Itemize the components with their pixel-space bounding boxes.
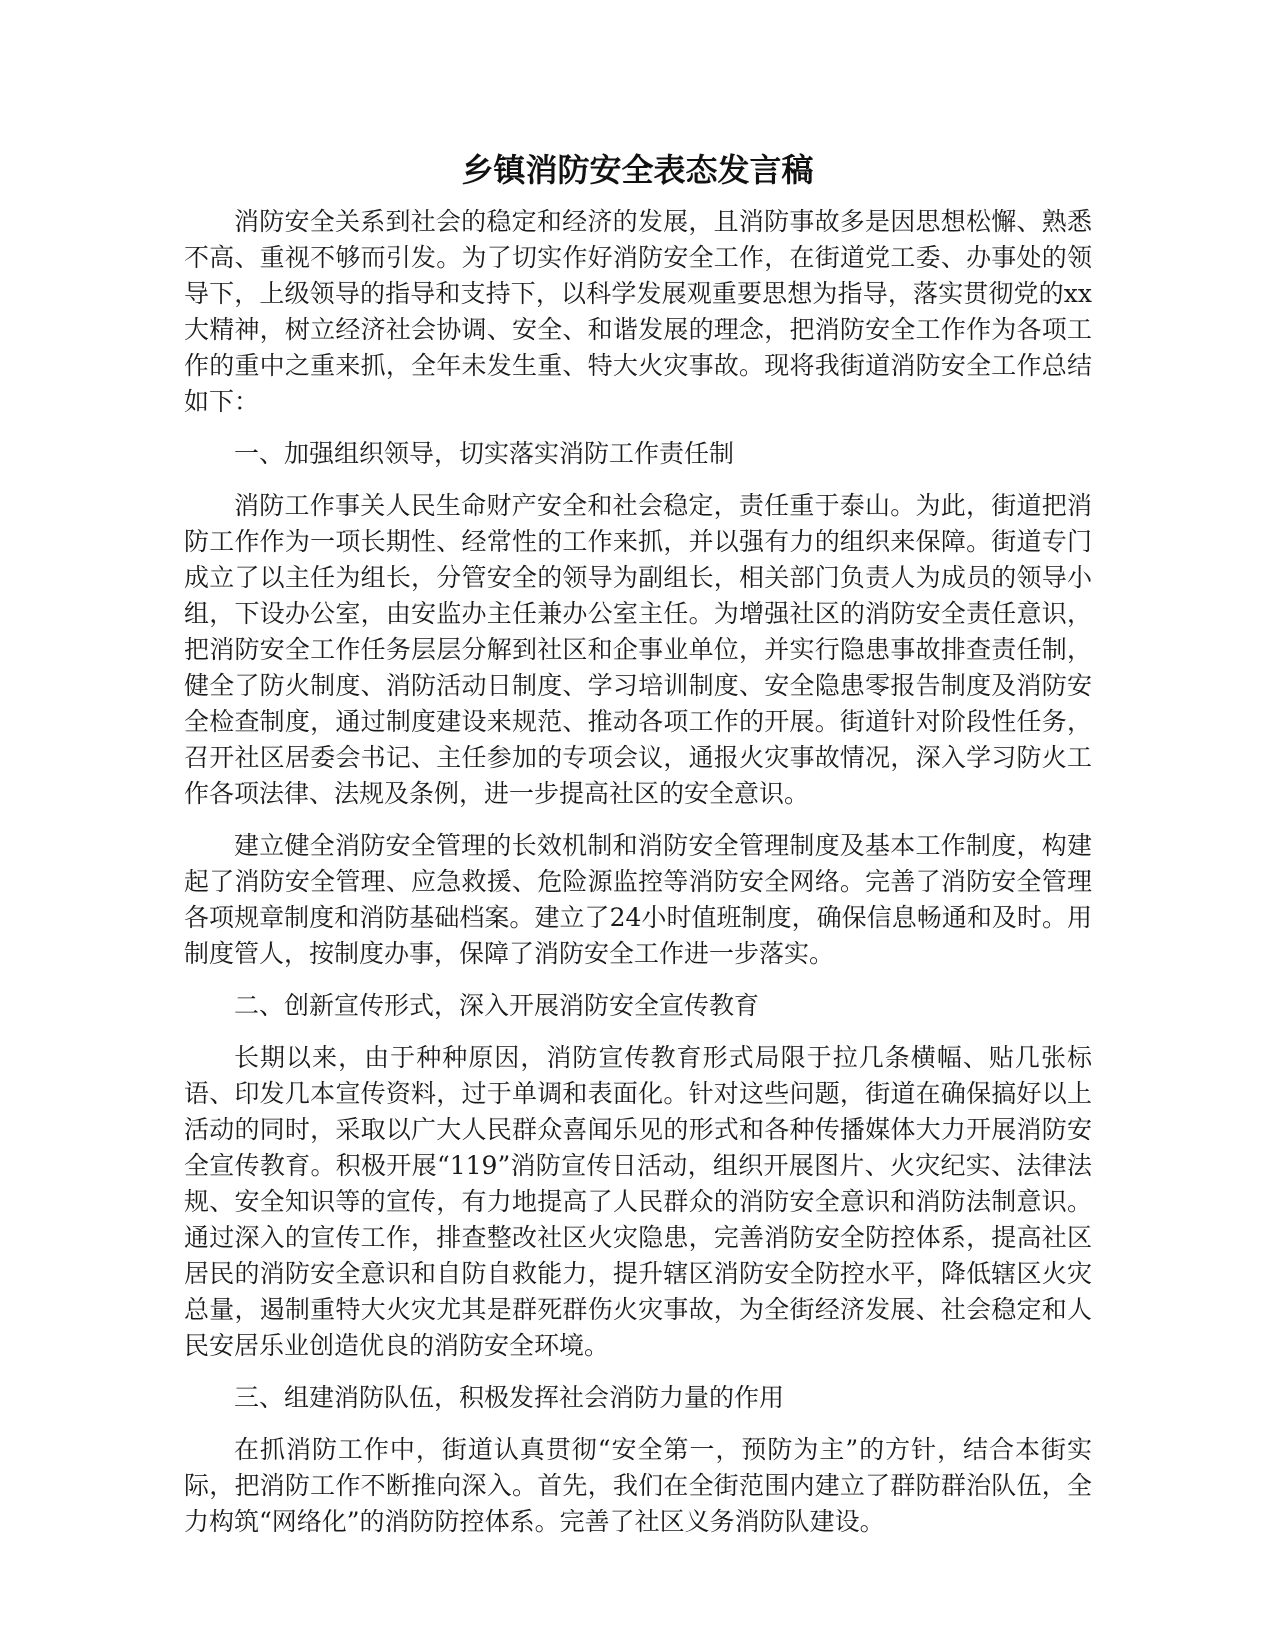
document-body <box>184 204 1092 1556</box>
document-title: 乡镇消防安全表态发言稿 <box>461 151 814 189</box>
paragraph-intro: 消防安全关系到社会的稳定和经济的发展，且消防事故多是因思想松懈、熟悉不高、重视不够而引发。为了切实作好消防安全工作，在街道党工委、办事处的领导下，上级领导的指导和支持下，以科学发展观重要思想为指导，落实贯彻党的xx大精神，树立经济社会协调、安全、和谐发展的理念，把消防安全工作作为各项工作的重中之重来抓，全年未发生重、特大火灾事故。现将我街道消防安全工作总结如下： <box>184 207 1092 416</box>
section-heading-3: 三、组建消防队伍，积极发挥社会消防力量的作用 <box>234 1383 785 1412</box>
section-heading-2: 二、创新宣传形式，深入开展消防安全宣传教育 <box>234 991 760 1020</box>
paragraph-3-1: 在抓消防工作中，街道认真贯彻“安全第一，预防为主”的方针，结合本街实际，把消防工作不断推向深入。首先，我们在全街范围内建立了群防群治队伍，全力构筑“网络化”的消防防控体系。完善了社区义务消防队建设。 <box>184 1435 1092 1536</box>
section-heading-1: 一、加强组织领导，切实落实消防工作责任制 <box>234 439 735 468</box>
paragraph-1-1: 消防工作事关人民生命财产安全和社会稳定，责任重于泰山。为此，街道把消防工作作为一项长期性、经常性的工作来抓，并以强有力的组织来保障。街道专门成立了以主任为组长，分管安全的领导为副组长，相关部门负责人为成员的领导小组，下设办公室，由安监办主任兼办公室主任。为增强社区的消防安全责任意识，把消防安全工作任务层层分解到社区和企事业单位，并实行隐患事故排查责任制，健全了防火制度、消防活动日制度、学习培训制度、安全隐患零报告制度及消防安全检查制度，通过制度建设来规范、推动各项工作的开展。街道针对阶段性任务，召开社区居委会书记、主任参加的专项会议，通报火灾事故情况，深入学习防火工作各项法律、法规及条例，进一步提高社区的安全意识。 <box>184 491 1092 808</box>
paragraph-1-2: 建立健全消防安全管理的长效机制和消防安全管理制度及基本工作制度，构建起了消防安全管理、应急救援、危险源监控等消防安全网络。完善了消防安全管理各项规章制度和消防基础档案。建立了24小时值班制度，确保信息畅通和及时。用制度管人，按制度办事，保障了消防安全工作进一步落实。 <box>184 831 1092 968</box>
paragraph-2-1: 长期以来，由于种种原因，消防宣传教育形式局限于拉几条横幅、贴几张标语、印发几本宣传资料，过于单调和表面化。针对这些问题，街道在确保搞好以上活动的同时，采取以广大人民群众喜闻乐见的形式和各种传播媒体大力开展消防安全宣传教育。积极开展“119”消防宣传日活动，组织开展图片、火灾纪实、法律法规、安全知识等的宣传，有力地提高了人民群众的消防安全意识和消防法制意识。通过深入的宣传工作，排查整改社区火灾隐患，完善消防安全防控体系，提高社区居民的消防安全意识和自防自救能力，提升辖区消防安全防控水平，降低辖区火灾总量，遏制重特大火灾尤其是群死群伤火灾事故，为全街经济发展、社会稳定和人民安居乐业创造优良的消防安全环境。 <box>184 1043 1092 1360</box>
